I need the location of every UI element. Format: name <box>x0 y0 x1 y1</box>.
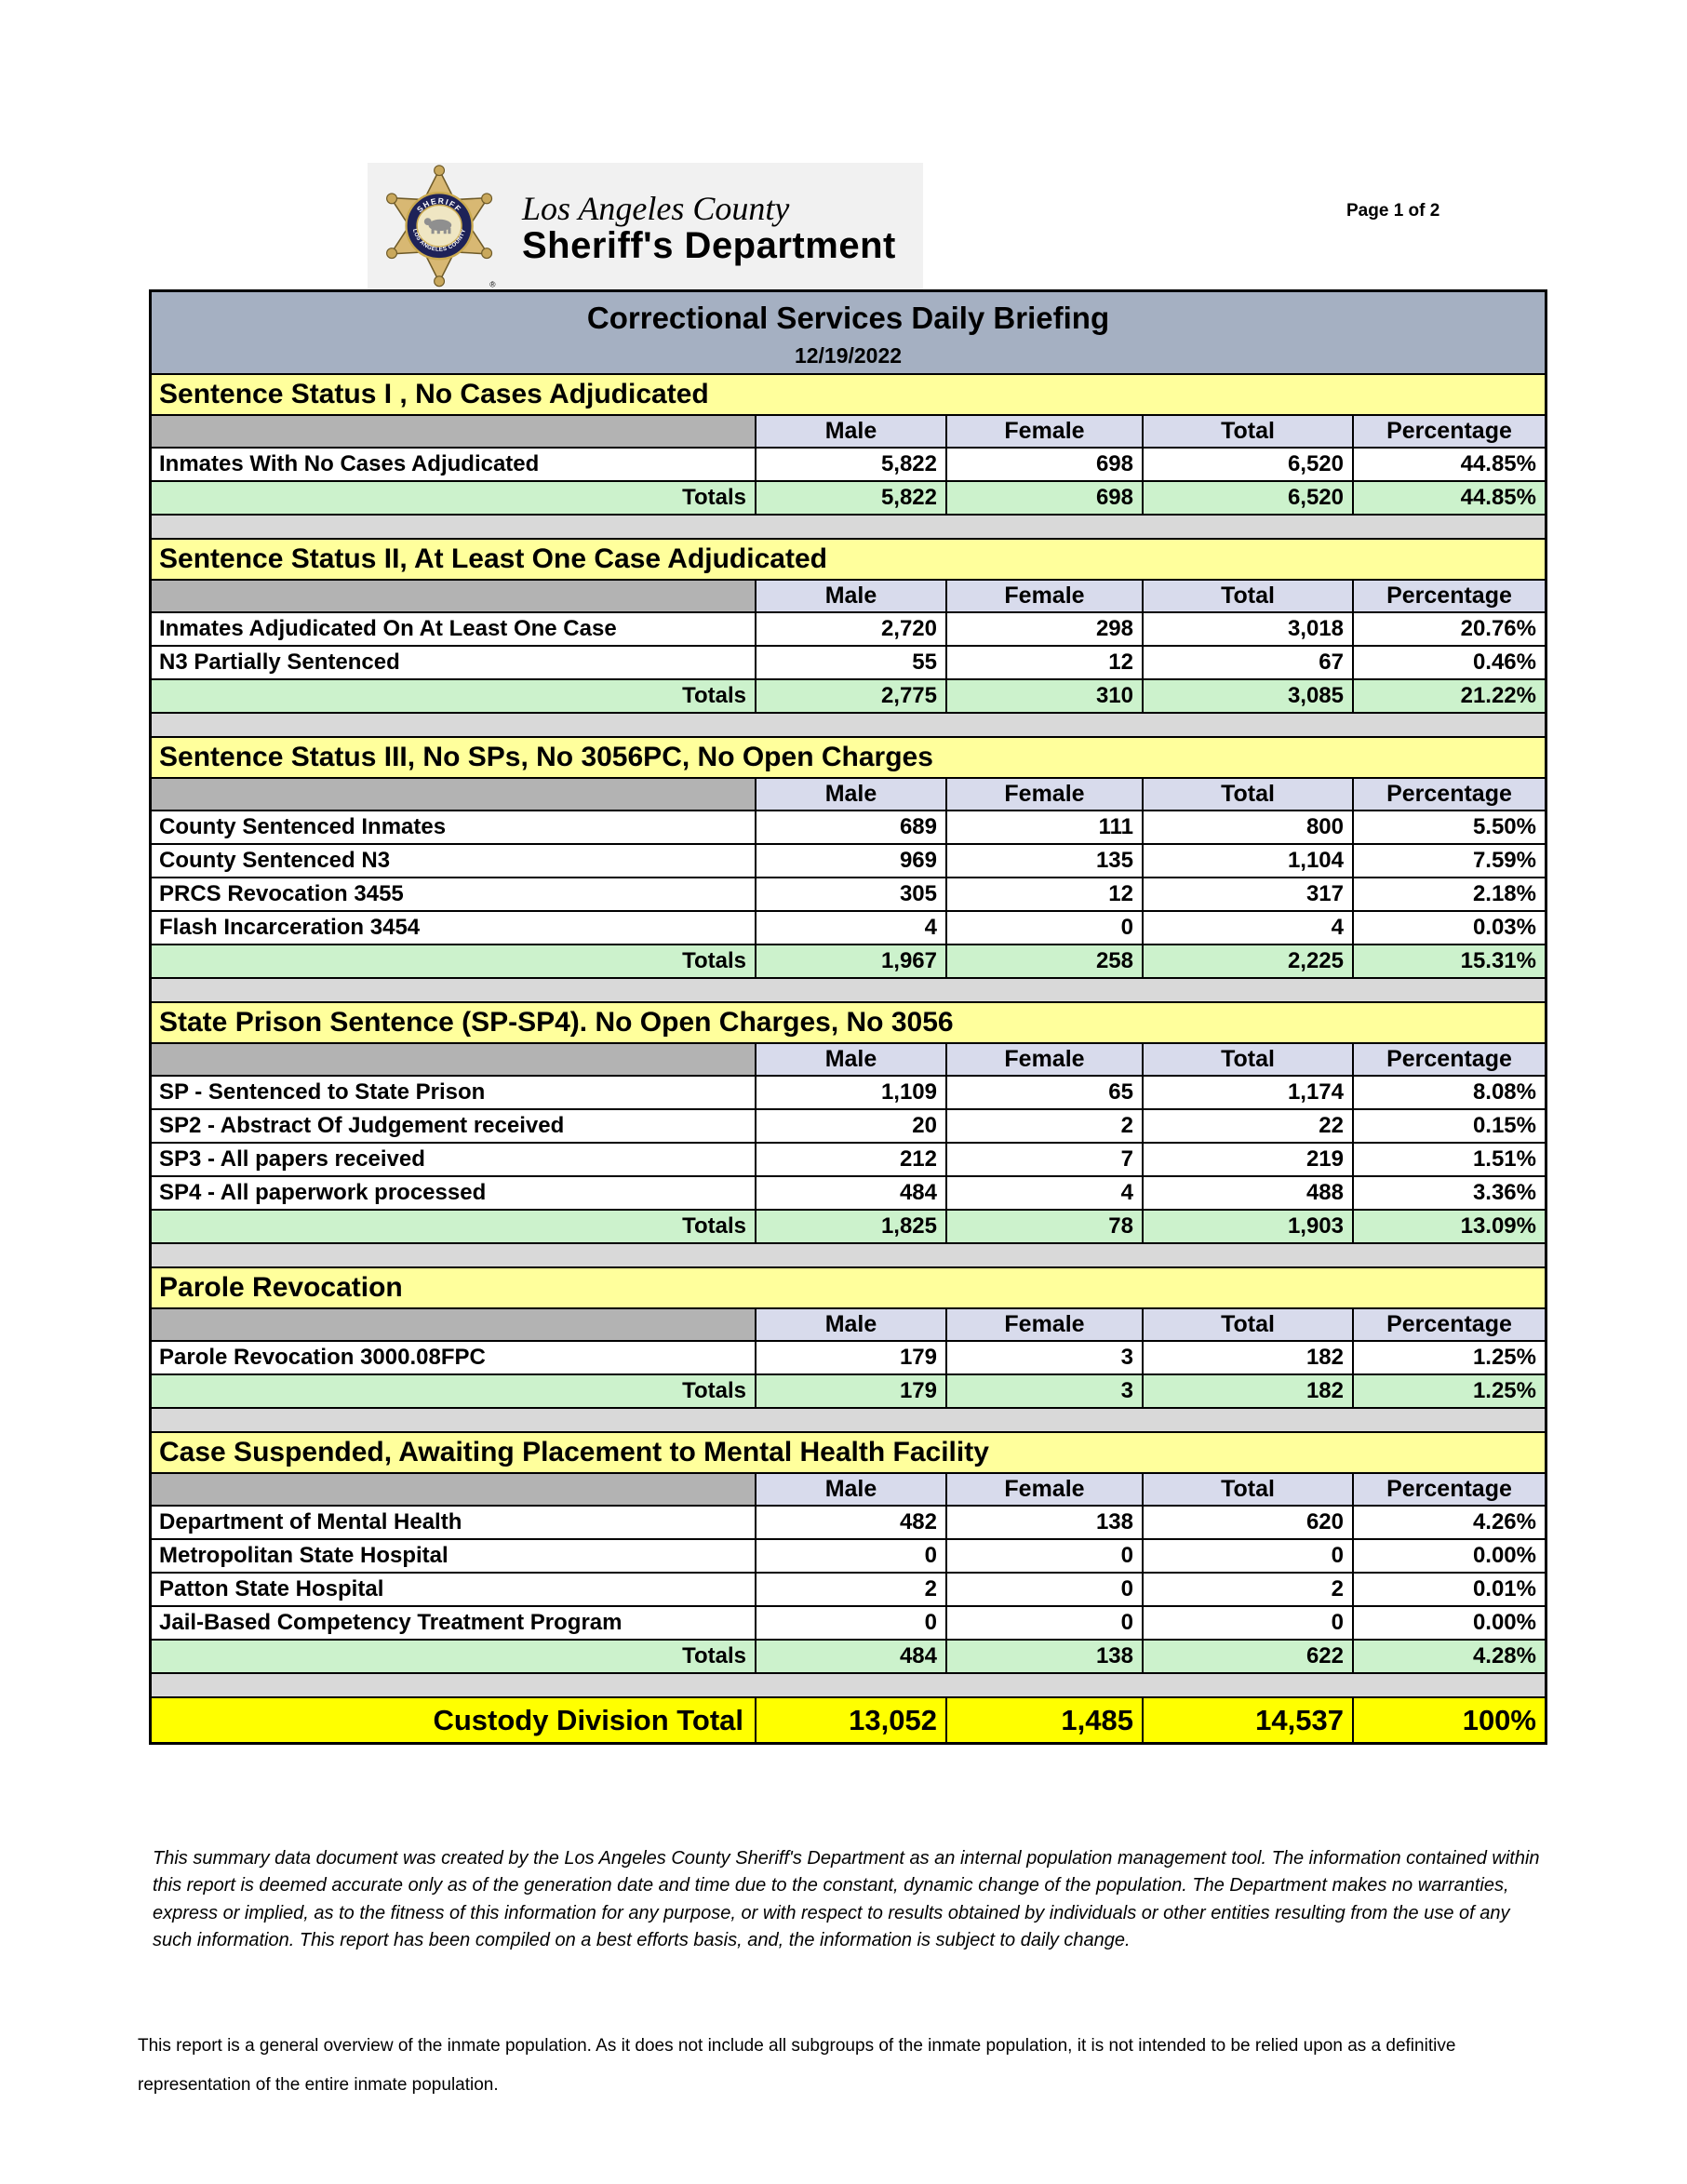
report-date: 12/19/2022 <box>152 343 1545 373</box>
totals-cell-female: 310 <box>945 680 1142 712</box>
cell-female: 0 <box>945 1574 1142 1605</box>
badge-ring-text: LOS ANGELES COUNTY <box>410 228 468 253</box>
column-header-male: Male <box>755 1309 945 1340</box>
grand-cell-percentage: 100% <box>1352 1698 1545 1742</box>
column-header-female: Female <box>945 416 1142 447</box>
cell-percentage: 0.00% <box>1352 1607 1545 1639</box>
totals-cell-female: 78 <box>945 1211 1142 1242</box>
row-label: Flash Incarceration 3454 <box>152 912 755 944</box>
totals-row <box>152 480 1545 514</box>
cell-percentage: 0.46% <box>1352 647 1545 678</box>
section-title: Sentence Status I , No Cases Adjudicated <box>152 373 1545 414</box>
totals-label: Totals <box>152 1641 755 1672</box>
section-title: State Prison Sentence (SP-SP4). No Open Charges, No 3056 <box>152 1001 1545 1042</box>
totals-cell-male: 1,967 <box>755 945 945 977</box>
row-label: Inmates With No Cases Adjudicated <box>152 449 755 480</box>
cell-percentage: 44.85% <box>1352 449 1545 480</box>
cell-percentage: 4.26% <box>1352 1507 1545 1538</box>
cell-male: 1,109 <box>755 1077 945 1108</box>
cell-total: 317 <box>1142 878 1352 910</box>
grand-cell-male: 13,052 <box>755 1698 945 1742</box>
cell-total: 1,104 <box>1142 845 1352 877</box>
cell-percentage: 3.36% <box>1352 1177 1545 1209</box>
section-spacer <box>152 514 1545 538</box>
badge-reg-mark: ® <box>489 279 496 288</box>
totals-cell-male: 2,775 <box>755 680 945 712</box>
grand-total-label: Custody Division Total <box>152 1698 755 1742</box>
table-row <box>152 877 1545 910</box>
cell-percentage: 20.76% <box>1352 613 1545 645</box>
cell-percentage: 0.00% <box>1352 1540 1545 1572</box>
cell-female: 2 <box>945 1110 1142 1142</box>
column-header-row <box>152 1472 1545 1505</box>
totals-cell-total: 6,520 <box>1142 482 1352 514</box>
cell-female: 0 <box>945 1540 1142 1572</box>
cell-female: 7 <box>945 1144 1142 1175</box>
cell-percentage: 0.01% <box>1352 1574 1545 1605</box>
totals-row <box>152 1639 1545 1672</box>
table-row <box>152 1075 1545 1108</box>
column-header-blank <box>152 1474 755 1505</box>
table-row <box>152 645 1545 678</box>
totals-cell-percentage: 4.28% <box>1352 1641 1545 1672</box>
cell-male: 2,720 <box>755 613 945 645</box>
grand-total-row <box>152 1696 1545 1742</box>
cell-total: 1,174 <box>1142 1077 1352 1108</box>
column-header-blank <box>152 1044 755 1075</box>
cell-total: 182 <box>1142 1342 1352 1373</box>
table-row <box>152 1175 1545 1209</box>
cell-percentage: 1.25% <box>1352 1342 1545 1373</box>
cell-female: 12 <box>945 647 1142 678</box>
cell-total: 67 <box>1142 647 1352 678</box>
column-header-row <box>152 414 1545 447</box>
table-row <box>152 1340 1545 1373</box>
table-row <box>152 447 1545 480</box>
column-header-row <box>152 1042 1545 1075</box>
cell-total: 4 <box>1142 912 1352 944</box>
row-label: SP2 - Abstract Of Judgement received <box>152 1110 755 1142</box>
table-row <box>152 611 1545 645</box>
cell-female: 298 <box>945 613 1142 645</box>
table-row <box>152 1572 1545 1605</box>
totals-cell-total: 3,085 <box>1142 680 1352 712</box>
section-spacer <box>152 1407 1545 1431</box>
column-header-blank <box>152 416 755 447</box>
column-header-row <box>152 1307 1545 1340</box>
column-header-female: Female <box>945 581 1142 611</box>
row-label: SP3 - All papers received <box>152 1144 755 1175</box>
cell-female: 138 <box>945 1507 1142 1538</box>
table-row <box>152 843 1545 877</box>
table-row <box>152 910 1545 944</box>
cell-percentage: 1.51% <box>1352 1144 1545 1175</box>
row-label: Department of Mental Health <box>152 1507 755 1538</box>
daily-briefing-table <box>149 289 1547 1745</box>
totals-cell-total: 182 <box>1142 1375 1352 1407</box>
row-label: Parole Revocation 3000.08FPC <box>152 1342 755 1373</box>
overview-note-text: This report is a general overview of the inmate population. As it does not include all subgroups of the inmate population, it is not intended to be relied upon as a definitive representation of the entire inmate population. <box>138 2036 1456 2095</box>
cell-female: 3 <box>945 1342 1142 1373</box>
column-header-blank <box>152 1309 755 1340</box>
row-label: Jail-Based Competency Treatment Program <box>152 1607 755 1639</box>
row-label: Patton State Hospital <box>152 1574 755 1605</box>
column-header-total: Total <box>1142 581 1352 611</box>
report-sections <box>152 373 1545 1742</box>
totals-cell-total: 1,903 <box>1142 1211 1352 1242</box>
column-header-total: Total <box>1142 1044 1352 1075</box>
cell-female: 4 <box>945 1177 1142 1209</box>
section-spacer <box>152 1672 1545 1696</box>
row-label: Metropolitan State Hospital <box>152 1540 755 1572</box>
cell-total: 800 <box>1142 811 1352 843</box>
column-header-row <box>152 579 1545 611</box>
cell-male: 20 <box>755 1110 945 1142</box>
cell-total: 6,520 <box>1142 449 1352 480</box>
column-header-male: Male <box>755 1044 945 1075</box>
totals-cell-female: 258 <box>945 945 1142 977</box>
cell-male: 0 <box>755 1540 945 1572</box>
totals-cell-female: 138 <box>945 1641 1142 1672</box>
cell-total: 0 <box>1142 1607 1352 1639</box>
cell-percentage: 7.59% <box>1352 845 1545 877</box>
totals-cell-male: 484 <box>755 1641 945 1672</box>
header-logo <box>368 163 923 290</box>
section-title: Sentence Status III, No SPs, No 3056PC, No Open Charges <box>152 736 1545 777</box>
grand-cell-total: 14,537 <box>1142 1698 1352 1742</box>
column-header-percentage: Percentage <box>1352 581 1545 611</box>
badge-top-text: SHERIFF <box>414 195 464 215</box>
disclaimer-text: This summary data document was created by the Los Angeles County Sheriff's Department as an internal population management tool. The information contained within this report is deemed accurate only as of the generation date and time due to the constant, dynamic change of the population. The Department makes no warranties, express or implied, as to the fitness of this information for any purpose, or with respect to results obtained by individuals or other entities resulting from the use of any such information. This report has been compiled on a best efforts basis, and, the information is subject to daily change. <box>153 1848 1540 1951</box>
cell-male: 5,822 <box>755 449 945 480</box>
cell-percentage: 5.50% <box>1352 811 1545 843</box>
cell-percentage: 8.08% <box>1352 1077 1545 1108</box>
page-number-label: Page 1 of 2 <box>1346 201 1440 221</box>
row-label: N3 Partially Sentenced <box>152 647 755 678</box>
cell-male: 2 <box>755 1574 945 1605</box>
row-label: County Sentenced N3 <box>152 845 755 877</box>
logo-text <box>522 189 896 265</box>
totals-cell-female: 698 <box>945 482 1142 514</box>
table-row <box>152 1538 1545 1572</box>
column-header-male: Male <box>755 1474 945 1505</box>
totals-label: Totals <box>152 680 755 712</box>
cell-female: 111 <box>945 811 1142 843</box>
totals-row <box>152 678 1545 712</box>
section-title: Sentence Status II, At Least One Case Adjudicated <box>152 538 1545 579</box>
cell-male: 482 <box>755 1507 945 1538</box>
cell-total: 22 <box>1142 1110 1352 1142</box>
section-spacer <box>152 1242 1545 1266</box>
totals-cell-percentage: 44.85% <box>1352 482 1545 514</box>
table-row <box>152 810 1545 843</box>
row-label: PRCS Revocation 3455 <box>152 878 755 910</box>
section-title: Case Suspended, Awaiting Placement to Mental Health Facility <box>152 1431 1545 1472</box>
column-header-total: Total <box>1142 1309 1352 1340</box>
column-header-blank <box>152 779 755 810</box>
totals-cell-total: 2,225 <box>1142 945 1352 977</box>
cell-total: 0 <box>1142 1540 1352 1572</box>
cell-total: 488 <box>1142 1177 1352 1209</box>
cell-male: 969 <box>755 845 945 877</box>
totals-cell-male: 5,822 <box>755 482 945 514</box>
column-header-percentage: Percentage <box>1352 779 1545 810</box>
totals-cell-female: 3 <box>945 1375 1142 1407</box>
cell-total: 620 <box>1142 1507 1352 1538</box>
cell-female: 698 <box>945 449 1142 480</box>
grand-cell-female: 1,485 <box>945 1698 1142 1742</box>
cell-male: 179 <box>755 1342 945 1373</box>
cell-total: 2 <box>1142 1574 1352 1605</box>
cell-female: 135 <box>945 845 1142 877</box>
section-spacer <box>152 977 1545 1001</box>
column-header-percentage: Percentage <box>1352 1474 1545 1505</box>
totals-row <box>152 1209 1545 1242</box>
totals-label: Totals <box>152 945 755 977</box>
totals-row <box>152 944 1545 977</box>
cell-male: 4 <box>755 912 945 944</box>
totals-row <box>152 1373 1545 1407</box>
column-header-female: Female <box>945 1474 1142 1505</box>
cell-female: 0 <box>945 1607 1142 1639</box>
department-line: Sheriff's Department <box>522 225 896 267</box>
column-header-percentage: Percentage <box>1352 416 1545 447</box>
column-header-female: Female <box>945 1309 1142 1340</box>
section-title: Parole Revocation <box>152 1266 1545 1307</box>
totals-cell-male: 1,825 <box>755 1211 945 1242</box>
column-header-blank <box>152 581 755 611</box>
column-header-female: Female <box>945 779 1142 810</box>
column-header-male: Male <box>755 581 945 611</box>
cell-male: 0 <box>755 1607 945 1639</box>
totals-cell-male: 179 <box>755 1375 945 1407</box>
column-header-row <box>152 777 1545 810</box>
column-header-total: Total <box>1142 416 1352 447</box>
totals-cell-total: 622 <box>1142 1641 1352 1672</box>
cell-male: 55 <box>755 647 945 678</box>
cell-percentage: 2.18% <box>1352 878 1545 910</box>
cell-male: 484 <box>755 1177 945 1209</box>
sheriff-badge-icon <box>373 165 509 288</box>
totals-cell-percentage: 21.22% <box>1352 680 1545 712</box>
column-header-total: Total <box>1142 1474 1352 1505</box>
column-header-percentage: Percentage <box>1352 1044 1545 1075</box>
totals-label: Totals <box>152 482 755 514</box>
cell-total: 3,018 <box>1142 613 1352 645</box>
table-row <box>152 1605 1545 1639</box>
totals-cell-percentage: 1.25% <box>1352 1375 1545 1407</box>
totals-label: Totals <box>152 1211 755 1242</box>
cell-male: 212 <box>755 1144 945 1175</box>
totals-label: Totals <box>152 1375 755 1407</box>
totals-cell-percentage: 13.09% <box>1352 1211 1545 1242</box>
cell-male: 305 <box>755 878 945 910</box>
cell-female: 12 <box>945 878 1142 910</box>
county-line: Los Angeles County <box>522 189 790 227</box>
cell-percentage: 0.15% <box>1352 1110 1545 1142</box>
cell-percentage: 0.03% <box>1352 912 1545 944</box>
cell-total: 219 <box>1142 1144 1352 1175</box>
section-spacer <box>152 712 1545 736</box>
column-header-female: Female <box>945 1044 1142 1075</box>
row-label: SP4 - All paperwork processed <box>152 1177 755 1209</box>
column-header-percentage: Percentage <box>1352 1309 1545 1340</box>
cell-female: 0 <box>945 912 1142 944</box>
column-header-male: Male <box>755 779 945 810</box>
cell-male: 689 <box>755 811 945 843</box>
cell-female: 65 <box>945 1077 1142 1108</box>
column-header-male: Male <box>755 416 945 447</box>
table-row <box>152 1142 1545 1175</box>
row-label: SP - Sentenced to State Prison <box>152 1077 755 1108</box>
table-row <box>152 1505 1545 1538</box>
table-row <box>152 1108 1545 1142</box>
report-title: Correctional Services Daily Briefing <box>152 292 1545 343</box>
row-label: Inmates Adjudicated On At Least One Case <box>152 613 755 645</box>
totals-cell-percentage: 15.31% <box>1352 945 1545 977</box>
column-header-total: Total <box>1142 779 1352 810</box>
row-label: County Sentenced Inmates <box>152 811 755 843</box>
